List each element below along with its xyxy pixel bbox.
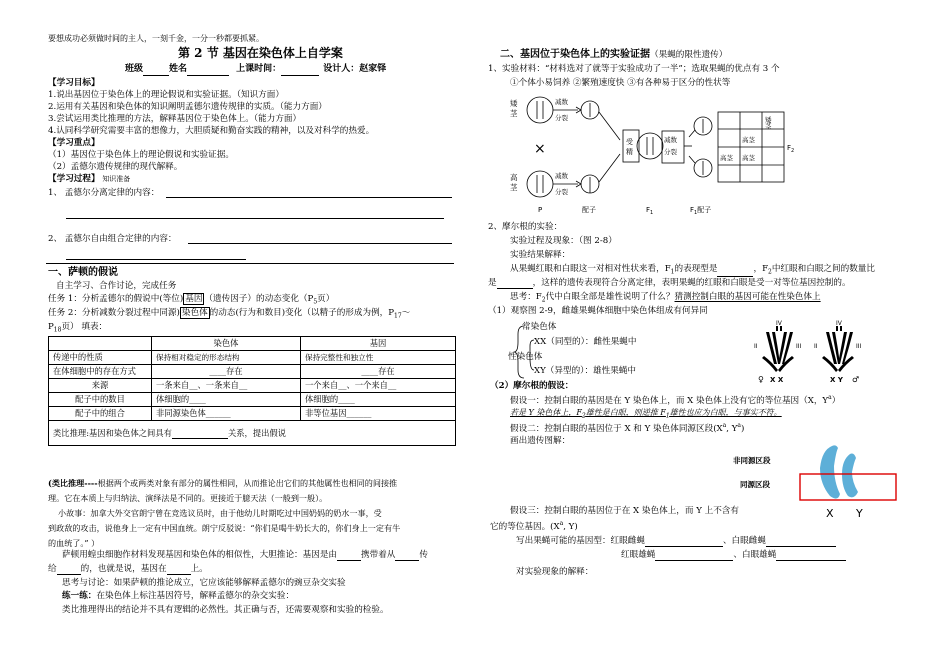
goal-2: 2.运用有关基因和染色体的知识阐明孟德尔遗传规律的实质。（能力方面） bbox=[48, 102, 327, 112]
morgan-process: 实验过程及现象：（图 2-8） bbox=[510, 236, 617, 246]
label-meiosis-6: 分裂 bbox=[664, 148, 677, 156]
table-row: 来源 一条来自__、一条来自__ 一个来自__、一个来自__ bbox=[49, 379, 456, 393]
process-heading: 【学习过程】 知识准备 bbox=[48, 174, 131, 184]
label-P: P bbox=[538, 206, 543, 214]
fly-label-III-2: III bbox=[856, 343, 862, 350]
motto: 要想成功必须做时间的主人，一刻千金，一分一秒都要抓紧。 bbox=[48, 34, 264, 43]
task-2-cont: $P_{18}$页） 填表： bbox=[48, 322, 108, 334]
hypothesis-1: 假设一：控制白眼的基因是在 Y 染色体上，而 X 染色体上没有它的等位基因（X，$Y^a$） bbox=[510, 394, 841, 406]
task-1: 任务 1：分析孟德尔的假说中(等位) 基因 （遗传因子）的动态变化（$P_5$页） bbox=[48, 294, 335, 306]
xy-chromosome-diagram bbox=[798, 438, 898, 520]
label-tall-stem-2: 茎 bbox=[510, 183, 518, 192]
table-row: 传递中的性质 保持相对稳定的形态结构 保持完整性和独立性 bbox=[49, 351, 456, 365]
table-row: 在体细胞中的存在方式 ____存在 ____存在 bbox=[49, 365, 456, 379]
material-items: ①个体小易饲养 ②繁殖速度快 ③有各种易于区分的性状等 bbox=[510, 78, 731, 88]
label-fert-2: 精 bbox=[626, 148, 633, 156]
f1-line: 从果蝇红眼和白眼这一对相对性状来看，$F_1$的表现型是 ，$F_2$中红眼和白眼之间的数量比 bbox=[510, 264, 875, 276]
f1-line-cont: 是 ，这样的遗传表现符合分离定律，表明果蝇的红眼和白眼是受一对等位基因控制的。 bbox=[488, 278, 851, 288]
chrom-sex: 性染色体 bbox=[508, 352, 543, 362]
chrom-bracket bbox=[514, 322, 536, 380]
mendel-cross-diagram bbox=[490, 90, 795, 218]
goal-1: 1.说出基因位于染色体上的理论假说和实验证据。（知识方面） bbox=[48, 90, 284, 100]
table-analogy-row: 类比推理:基因和染色体之间具有 关系，提出假说 bbox=[49, 421, 456, 446]
observe-question: （1）观察图 2-9，雌雄果蝇体细胞中染色体组成有何异同 bbox=[488, 306, 708, 316]
header-fields: 班级 姓名 上课时间： 设计人：赵家铎 bbox=[125, 64, 387, 74]
sutton-text-cont: 给 的，也就是说，基因在 上。 bbox=[48, 564, 208, 574]
fly-xx: X X bbox=[770, 376, 784, 384]
label-gamete: 配子 bbox=[582, 206, 596, 214]
label-meiosis-5: 减数 bbox=[664, 136, 677, 144]
label-fert-1: 受 bbox=[626, 138, 633, 146]
intro-text: 自主学习、合作讨论，完成任务 bbox=[56, 281, 177, 291]
fly-karyotype-diagram bbox=[748, 318, 868, 386]
morgan-result: 实验结果解释： bbox=[510, 250, 571, 260]
answer-line-2a[interactable] bbox=[188, 243, 452, 244]
key-2: （2）孟德尔遗传规律的现代解释。 bbox=[48, 162, 183, 172]
table-row: 配子中的数目 体细胞的____ 体细胞的____ bbox=[49, 393, 456, 407]
practice: 练一练：在染色体上标注基因符号，解释孟德尔的杂交实验： bbox=[62, 591, 295, 601]
answer-line-1b[interactable] bbox=[66, 218, 444, 219]
comparison-table bbox=[48, 336, 456, 446]
grid-tall-2: 高茎 bbox=[720, 154, 733, 162]
label-short-stem-2: 茎 bbox=[510, 109, 518, 118]
sutton-text: 萨顿用蝗虫细胞作材料发现基因和染色体的相似性，大胆推论：基因是由 携带着从 传 bbox=[62, 550, 429, 560]
label-non-homologous: 非同源区段 bbox=[733, 456, 771, 465]
label-homologous: 同源区段 bbox=[740, 480, 770, 489]
answer-line-2b[interactable] bbox=[66, 259, 246, 260]
label-meiosis-2: 分裂 bbox=[555, 114, 568, 122]
fly-label-III: III bbox=[796, 343, 802, 350]
page-title: 第 2 节 基因在染色体上自学案 bbox=[178, 46, 343, 60]
label-F2: $F_2$ bbox=[787, 144, 795, 154]
genotype-line-2: 红眼雄蝇 、白眼雄蝇 bbox=[621, 550, 846, 561]
female-icon: ♀ bbox=[758, 375, 764, 384]
hypothesis-2: 假设二：控制白眼的基因位于 X 和 Y 染色体同源区段($X^a$, $Y^a$) bbox=[510, 422, 745, 434]
section-divider bbox=[46, 263, 454, 264]
grid-tall-1: 高茎 bbox=[742, 136, 755, 144]
fly-label-IV-2: IV bbox=[836, 320, 842, 327]
hypothesis-heading: （2）摩尔根的假设： bbox=[490, 381, 574, 391]
morgan-heading: 2、摩尔根的实验： bbox=[488, 222, 563, 232]
grid-short-1: 矮 bbox=[765, 116, 772, 124]
cross-sign: × bbox=[534, 141, 546, 157]
answer-line-1a[interactable] bbox=[166, 197, 452, 198]
material-text: 1、实验材料：“材料选对了就等于实验成功了一半”；选取果蝇的优点有 3 个 bbox=[488, 64, 780, 74]
table-header-row: 染色体 基因 bbox=[49, 337, 456, 351]
section-1-heading: 一、萨顿的假说 bbox=[48, 267, 118, 278]
morgan-think: 思考：$F_2$代中白眼全部是雄性说明了什么？猜测控制白眼的基因可能在性染色体上 bbox=[510, 292, 821, 304]
label-X: X bbox=[826, 507, 834, 520]
section-2-heading: 二、基因位于染色体上的实验证据（果蝇的限性遗传） bbox=[500, 49, 728, 60]
key-heading: 【学习重点】 bbox=[48, 138, 100, 148]
fly-xy: X Y bbox=[830, 376, 843, 384]
goal-3: 3.尝试运用类比推理的方法，解释基因位于染色体上。（能力方面） bbox=[48, 114, 302, 124]
label-tall-stem-1: 高 bbox=[510, 173, 518, 182]
hypothesis-3-cont: 它的等位基因。($X^a$, Y) bbox=[490, 520, 578, 532]
label-meiosis-4: 分裂 bbox=[555, 188, 568, 196]
grid-tall-3: 高茎 bbox=[742, 154, 755, 162]
label-meiosis-3: 减数 bbox=[555, 172, 568, 180]
conclusion: 类比推理得出的结论并不具有逻辑的必然性。其正确与否，还需要观察和实验的检验。 bbox=[62, 605, 389, 615]
explain-text: 对实验现象的解释： bbox=[516, 567, 594, 577]
label-Y: Y bbox=[856, 507, 863, 520]
chrom-xx: XX（同型的）：雌性果蝇中 bbox=[534, 337, 637, 347]
fly-label-II: II bbox=[754, 343, 758, 350]
table-row: 配子中的组合 非同源染色体______ 非等位基因______ bbox=[49, 407, 456, 421]
label-F1: $F_1$ bbox=[646, 206, 654, 216]
key-1: （1）基因位于染色体上的理论假说和实验证据。 bbox=[48, 150, 234, 160]
fly-label-IV: IV bbox=[776, 320, 782, 327]
male-icon: ♂ bbox=[852, 375, 860, 384]
question-2: 2、 孟德尔自由组合定律的内容： bbox=[48, 234, 177, 244]
goal-4: 4.认同科学研究需要丰富的想像力，大胆质疑和勤奋实践的精神，以及对科学的热爱。 bbox=[48, 126, 375, 136]
goals-heading: 【学习目标】 bbox=[48, 78, 100, 88]
label-short-stem-1: 矮 bbox=[510, 99, 518, 108]
analogy-note: (类比推理----根据两个或两类对象有部分的属性相同，从而推论出它们的其他属性也相同的间接推 理。它在本质上与归纳法、演绎法是不同的。更接近于臆天法（一般到一般）。 小故事：加拿大外交官朗宁曾在竞选议员时，由于他幼儿时期吃过中国奶妈的奶水一事，受 到政敌的攻击，说他身上一定有中国血统。朗宁反驳说：“你们是喝牛奶长大的，你们身上一定有牛 的血统了。” ） bbox=[48, 478, 401, 548]
question-1: 1、 孟德尔分离定律的内容： bbox=[48, 188, 160, 198]
chrom-xy: XY（异型的）：雄性果蝇中 bbox=[534, 366, 637, 376]
label-F1-gamete: $F_1$配子 bbox=[690, 206, 712, 216]
draw-diagram-text: 画出遗传图解： bbox=[510, 436, 571, 446]
think-discuss: 思考与讨论：如果萨顿的推论成立，它应该能够解释孟德尔的豌豆杂交实验 bbox=[62, 578, 346, 588]
genotype-line-1: 写出果蝇可能的基因型：红眼雌蝇 、白眼雌蝇 bbox=[516, 536, 836, 547]
grid-short-2: 茎 bbox=[765, 122, 772, 130]
chrom-normal: 常染色体 bbox=[522, 322, 557, 332]
task-2: 任务 2：分析减数分裂过程中同源) 染色体 的动态(行为和数目)变化（以精子的形成为例，$P_{17}\sim$ bbox=[48, 308, 411, 320]
hypothesis-3: 假设三：控制白眼的基因位于在 X 染色体上，而 Y 上不含有 bbox=[510, 506, 739, 516]
fly-label-II-2: II bbox=[814, 343, 818, 350]
hypothesis-1-note: 若是 Y 染色体上，$F_2$雄性是白眼，则逆推 $F_1$雄性也应为白眼，与事实不符。 bbox=[510, 408, 782, 420]
label-meiosis-1: 减数 bbox=[555, 98, 568, 106]
